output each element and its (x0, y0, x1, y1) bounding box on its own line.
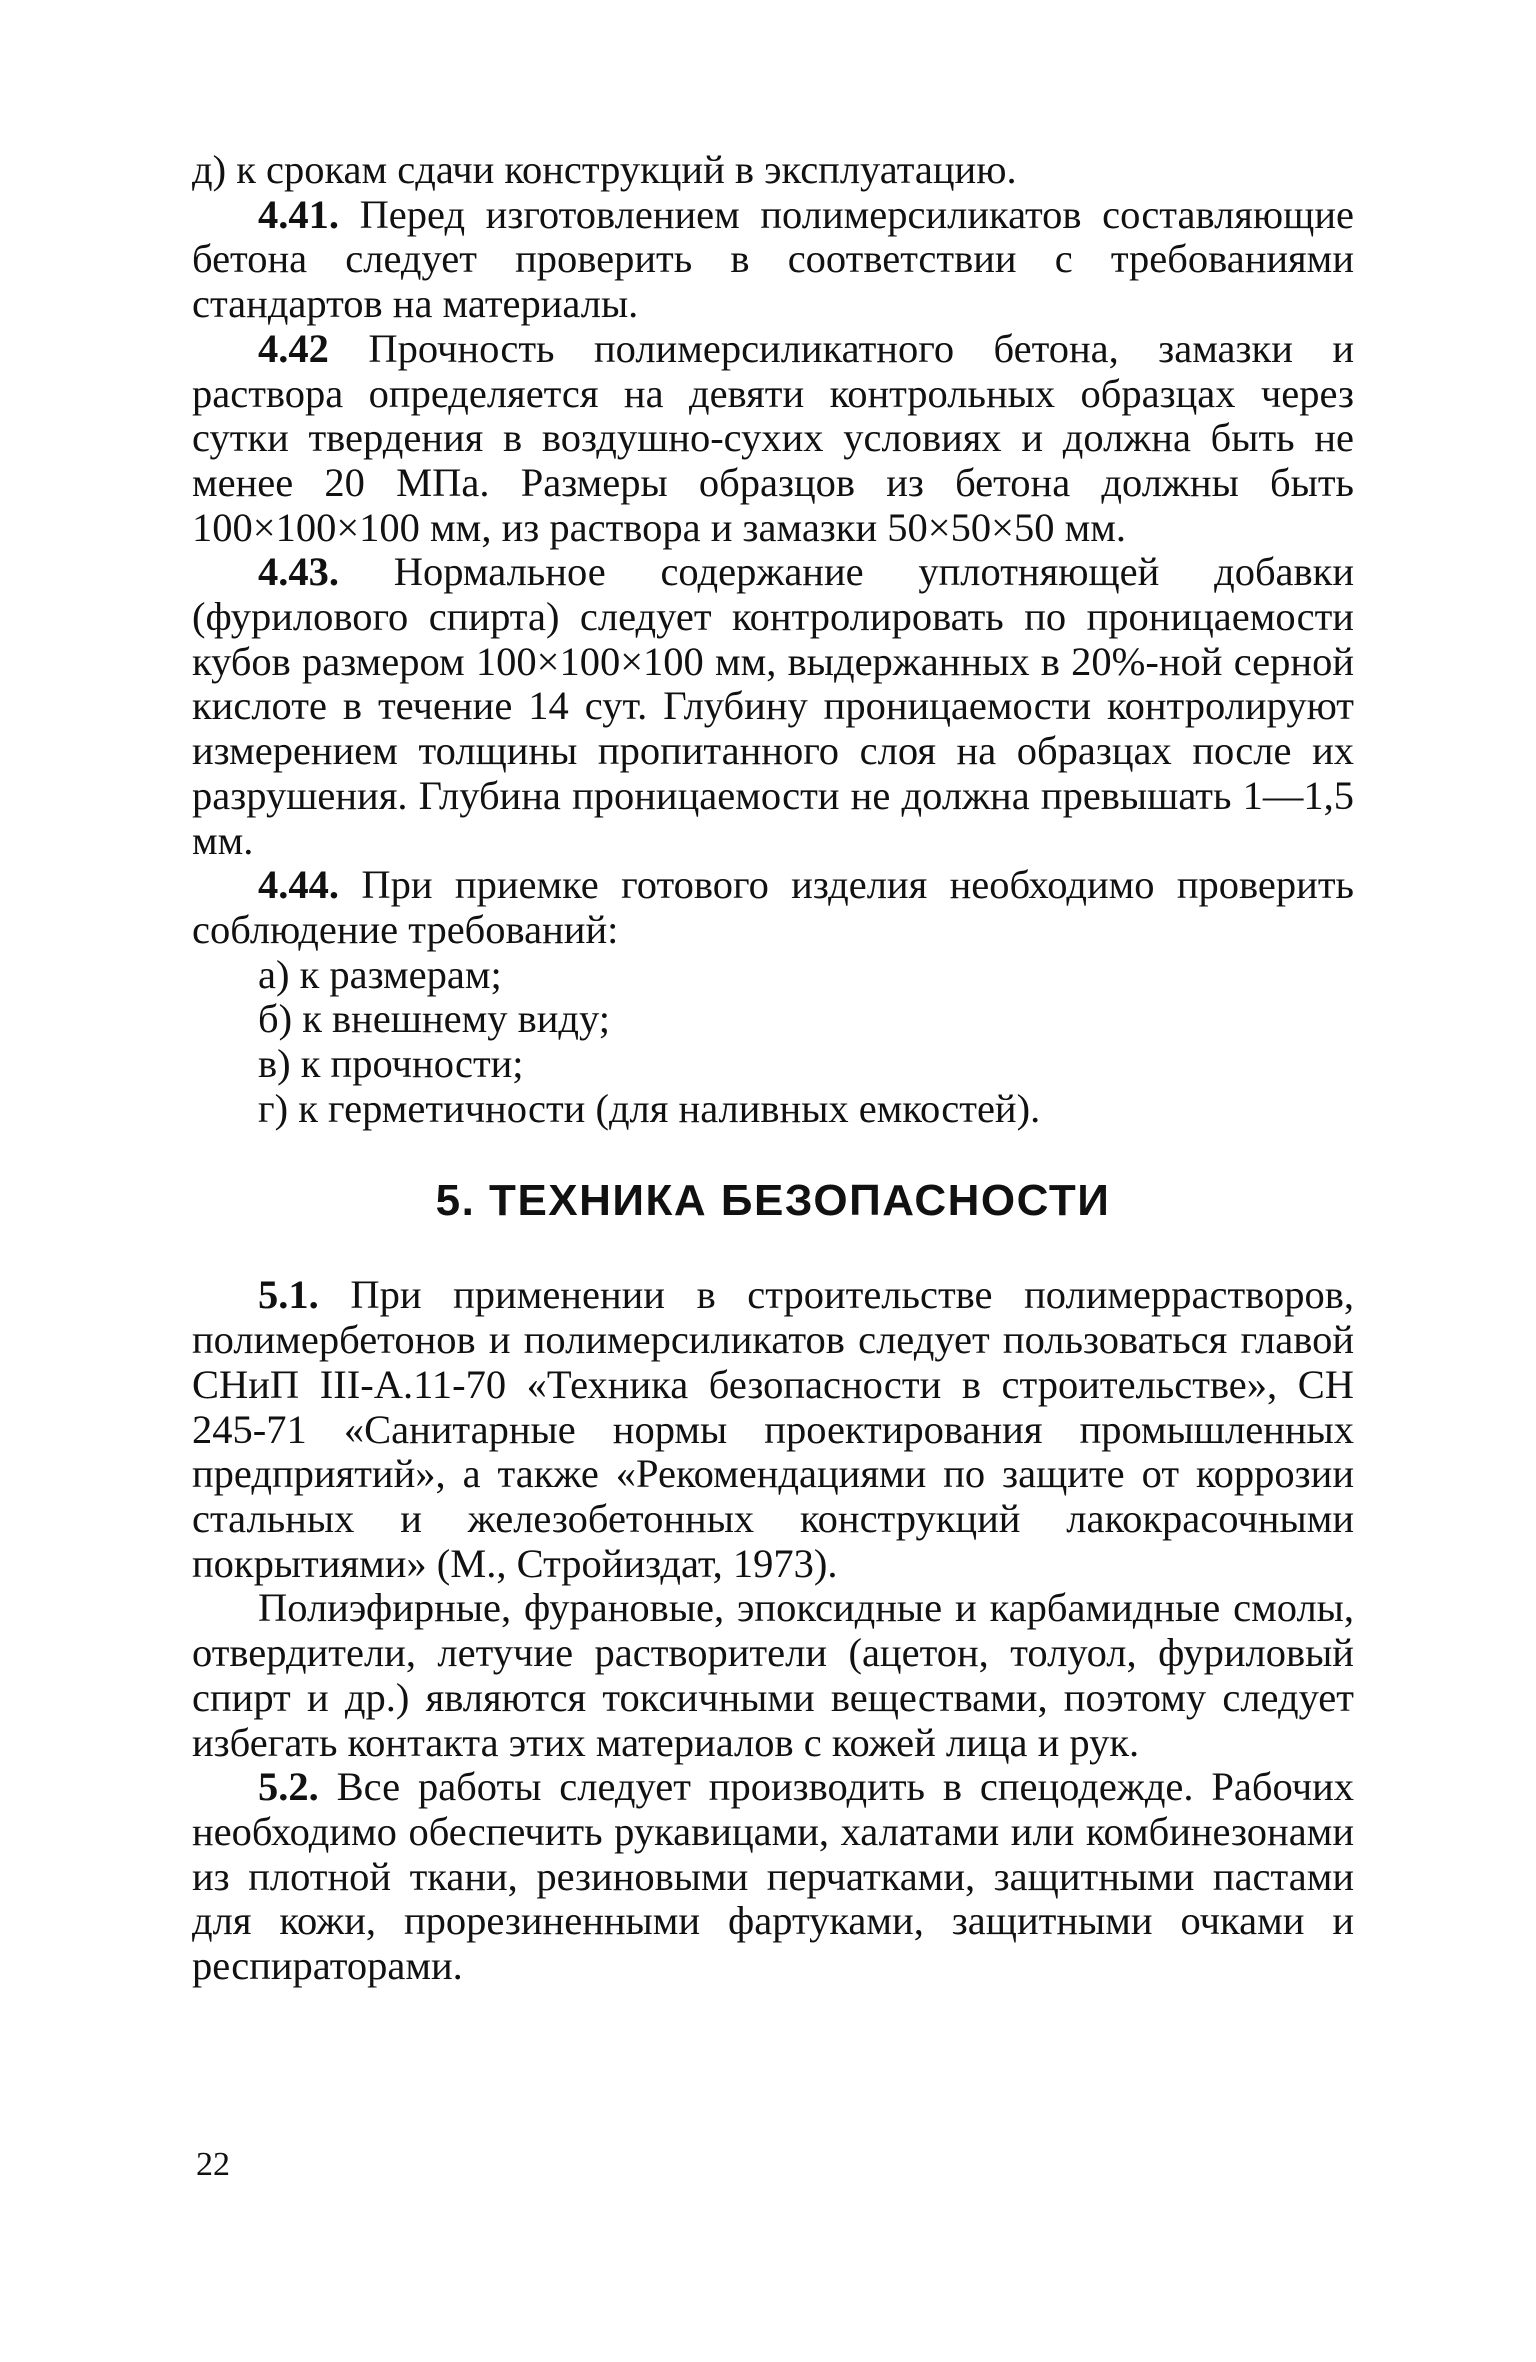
clause-5-2 (192, 1765, 1354, 1989)
paragraph-continuation: д) к срокам сдачи конструкций в эксплуатацию. (192, 147, 1017, 192)
clause-number: 4.42 (258, 325, 329, 371)
clause-text: Все работы следует производить в спецодежде. Рабочих необходимо обеспечить рукавицами, халатами или комбинезонами из плотной ткани, резиновыми перчатками, защитными пастами для кожи, прорезиненными фартуками, защитными очками и респираторами. (192, 1764, 1354, 1989)
clause-4-41 (192, 193, 1354, 327)
clause-text: При применении в строительстве полимеррастворов, полимербетонов и полимерсиликатов следует пользоваться главой СНиП III-А.11-70 «Техника безопасности в строительстве», СН 245-71 «Санитарные нормы проектирования промышленных предприятий», а также «Рекомендациями по защите от коррозии стальных и железобетонных конструкций лакокрасочными покрытиями» (М., Стройиздат, 1973). (192, 1272, 1354, 1586)
page-body (192, 148, 1354, 1989)
list-item: в) к прочности; (258, 1041, 524, 1087)
clause-4-43 (192, 550, 1354, 863)
clause-5-1 (192, 1273, 1354, 1586)
page-number: 22 (196, 2146, 230, 2183)
clause-number: 4.43. (258, 549, 339, 595)
list-item: г) к герметичности (для наливных емкостей). (258, 1085, 1041, 1131)
clause-text: При приемке готового изделия необходимо проверить соблюдение требований: (192, 862, 1355, 952)
clause-4-42 (192, 327, 1354, 551)
clause-text: Прочность полимерсиликатного бетона, замазки и раствора определяется на девяти контрольных образцах через сутки твердения в воздушно-сухих условиях и должна быть не менее 20 МПа. Размеры образцов из бетона должны быть 100×100×100 мм, из раствора и замазки 50×50×50 мм. (192, 325, 1355, 550)
clause-4-44 (192, 863, 1354, 952)
clause-number: 5.2. (258, 1764, 319, 1810)
list-item: а) к размерам; (258, 951, 502, 997)
section-heading: 5. ТЕХНИКА БЕЗОПАСНОСТИ (435, 1176, 1111, 1226)
clause-number: 4.41. (258, 191, 339, 237)
clause-number: 5.1. (258, 1272, 319, 1318)
clause-number: 4.44. (258, 862, 339, 908)
clause-text: Перед изготовлением полимерсиликатов составляющие бетона следует проверить в соответствии с требованиями стандартов на материалы. (192, 191, 1354, 327)
clause-text: Нормальное содержание уплотняющей добавки (фурилового спирта) следует контролировать по проницаемости кубов размером 100×100×100 мм, выдержанных в 20%-ной серной кислоте в течение 14 сут. Глубину проницаемости контролируют измерением толщины пропитанного слоя на образцах после их разрушения. Глубина проницаемости не должна превышать 1—1,5 мм. (192, 549, 1355, 863)
paragraph-toxic-materials: Полиэфирные, фурановые, эпоксидные и карбамидные смолы, отвердители, летучие растворители (ацетон, толуол, фуриловый спирт и др.) являются токсичными веществами, поэтому следует избегать контакта этих материалов с кожей лица и рук. (192, 1585, 1354, 1765)
list-item: б) к внешнему виду; (258, 996, 611, 1042)
